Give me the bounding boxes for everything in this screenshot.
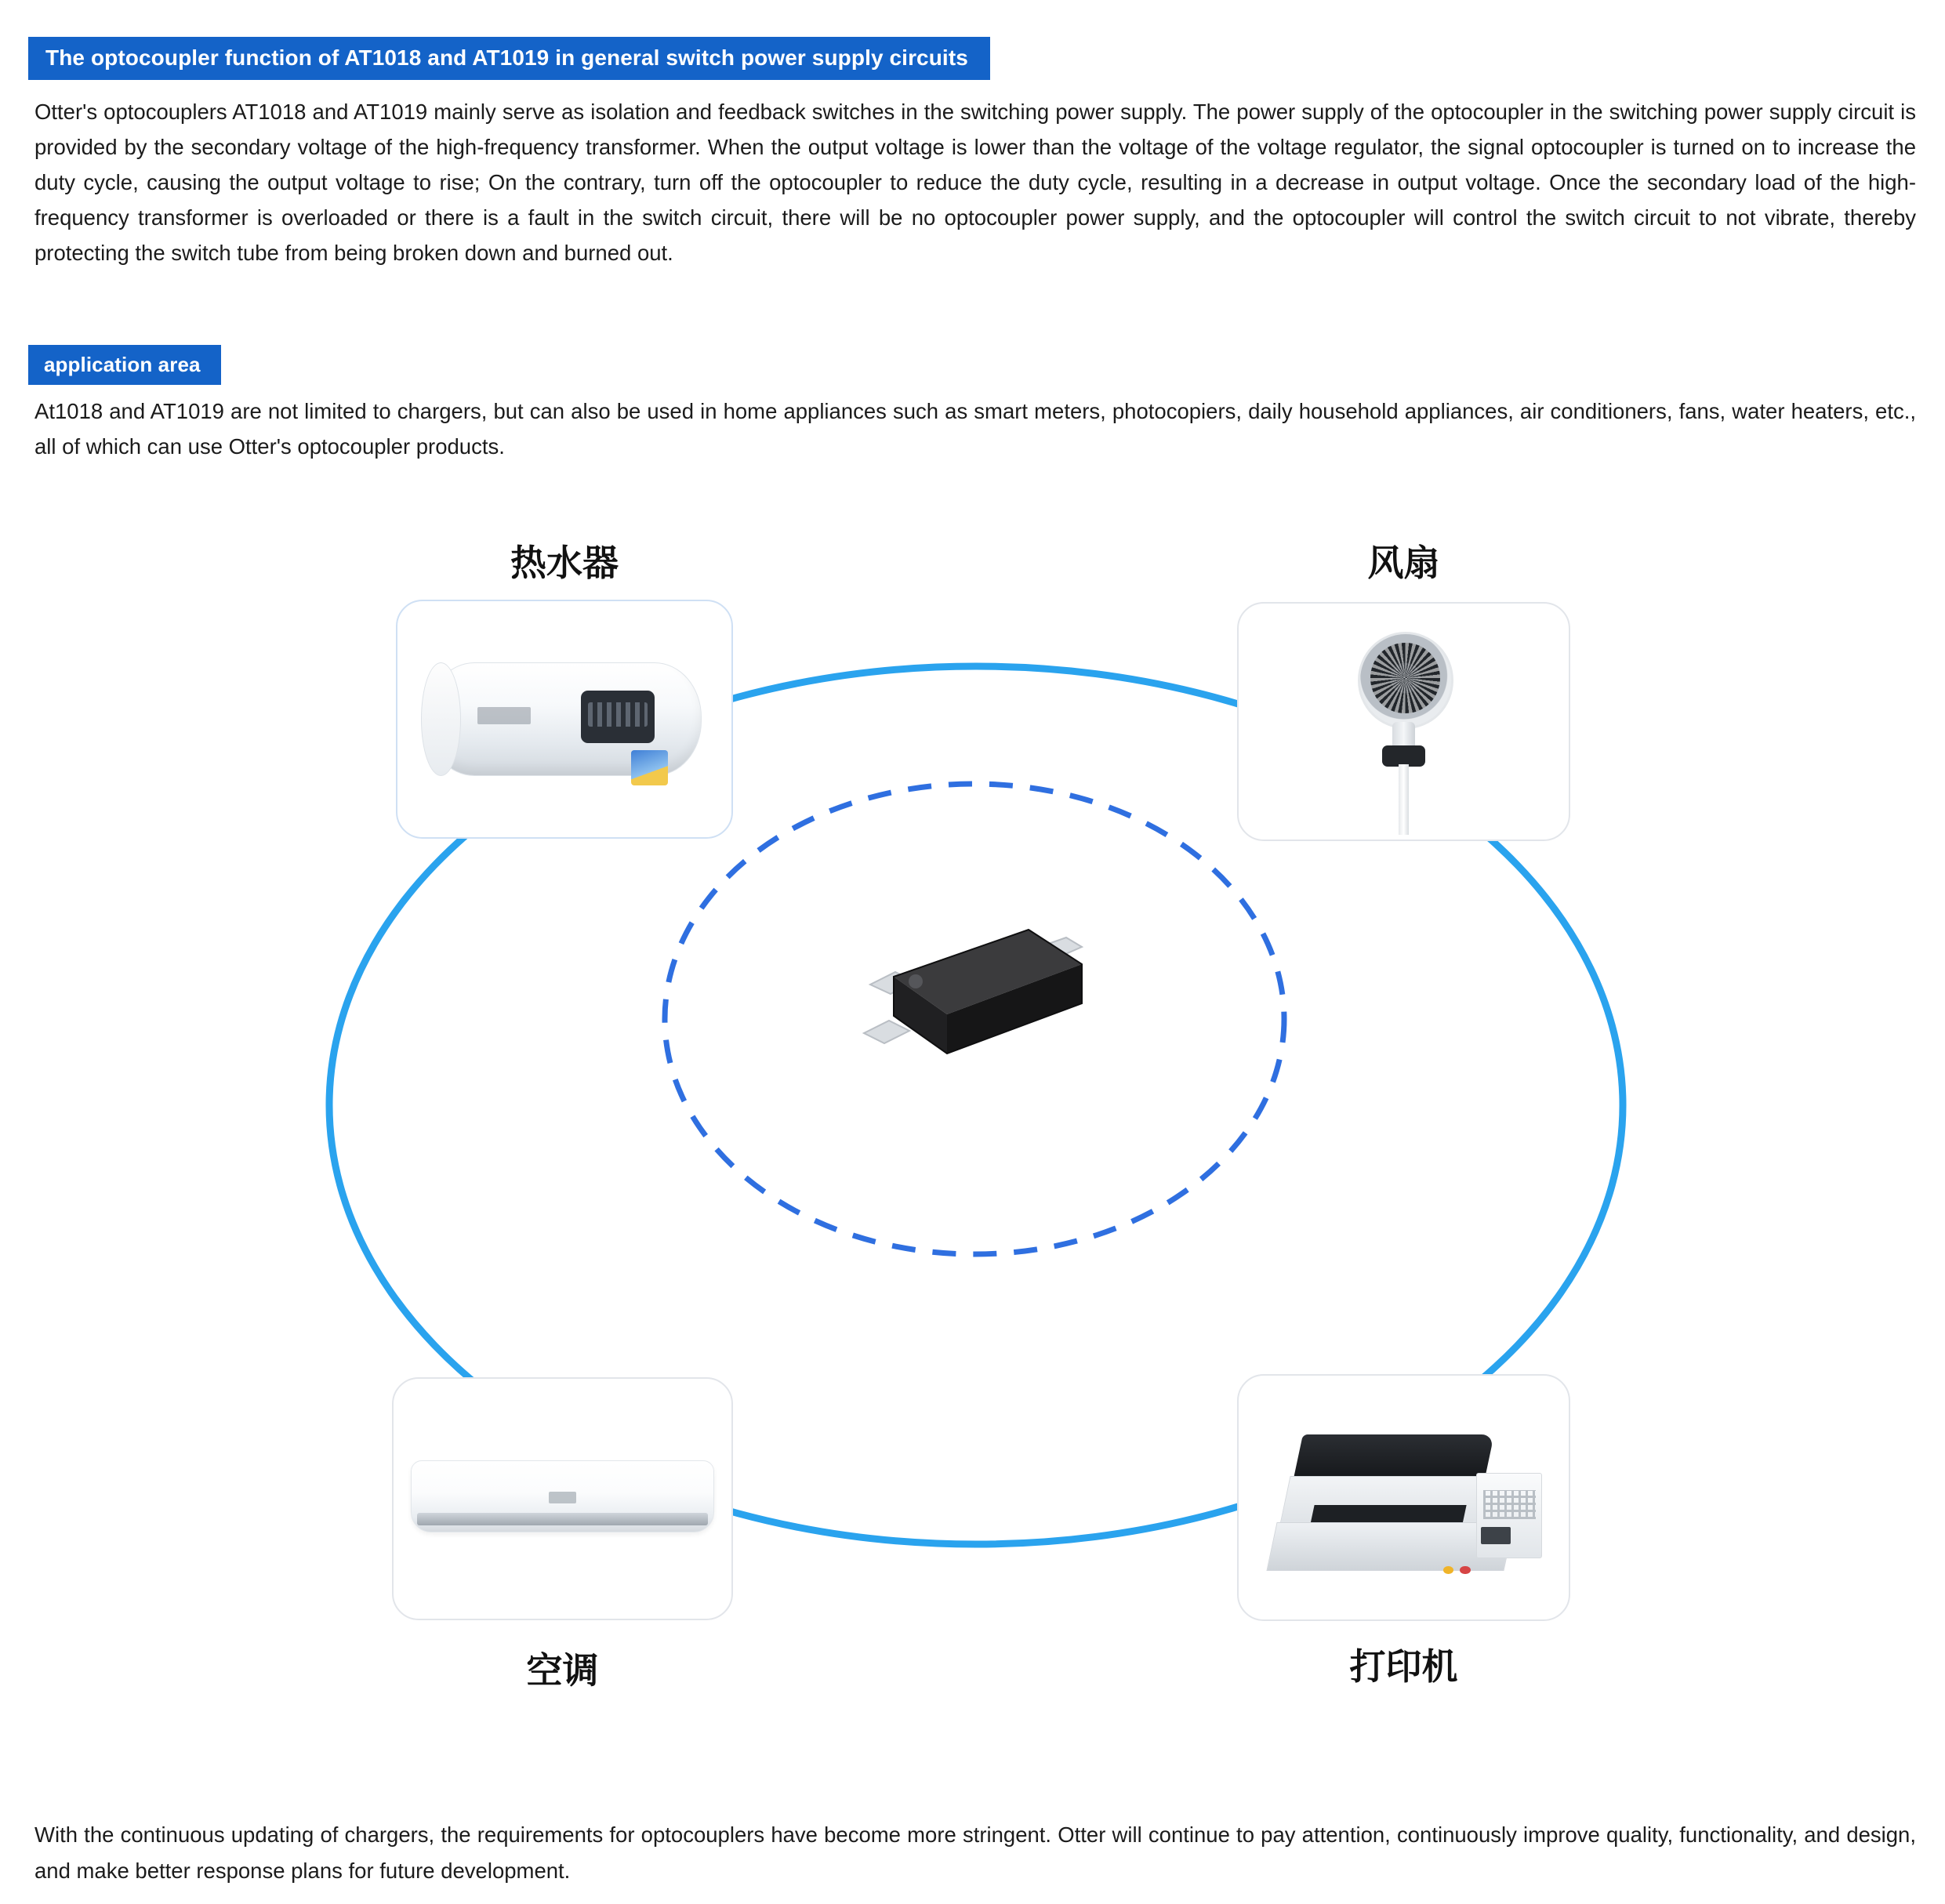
- device-label-fan: 风扇: [1367, 542, 1440, 584]
- device-card-air-conditioner: [392, 1377, 733, 1620]
- section-heading-application-area: application area: [28, 345, 221, 385]
- device-card-water-heater: [396, 600, 733, 839]
- device-label-air-conditioner: 空调: [526, 1649, 599, 1692]
- section-body-optocoupler-function: Otter's optocouplers AT1018 and AT1019 mainly serve as isolation and feedback switches in the switching power supply. The power supply of the optocoupler in the switching power supply circuit is provided by the secondary voltage of the high-frequency transformer. When the output voltage is lower than the voltage of the voltage regulator, the signal optocoupler is turned on to increase the duty cycle, causing the output voltage to rise; On the contrary, turn off the optocoupler to reduce the duty cycle, resulting in a decrease in output voltage. Once the secondary load of the high-frequency transformer is overloaded or there is a fault in the switch circuit, there will be no optocoupler power supply, and the optocoupler will control the switch circuit to not vibrate, thereby protecting the switch tube from being broken down and burned out.: [34, 100, 1916, 265]
- device-label-water-heater: 热水器: [510, 542, 619, 584]
- closing-paragraph: With the continuous updating of chargers, the requirements for optocouplers have become more stringent. Otter will continue to pay attention, continuously improve quality, functionality, and design, and make better response plans for future development.: [34, 1822, 1916, 1883]
- application-area-diagram: [0, 486, 1945, 1787]
- printer-icon: [1239, 1376, 1569, 1619]
- device-label-printer: 打印机: [1349, 1645, 1458, 1688]
- section-body-application-area: At1018 and AT1019 are not limited to chargers, but can also be used in home appliances such as smart meters, photocopiers, daily household appliances, air conditioners, fans, water heaters, etc., all of which can use Otter's optocoupler products.: [34, 399, 1916, 459]
- fan-icon: [1239, 604, 1569, 840]
- device-card-printer: [1237, 1374, 1570, 1621]
- section-heading-optocoupler-function: The optocoupler function of AT1018 and AT1019 in general switch power supply circuits: [28, 37, 990, 80]
- water-heater-icon: [397, 601, 731, 837]
- air-conditioner-icon: [394, 1379, 731, 1619]
- device-card-fan: [1237, 602, 1570, 841]
- diagram-connector-rings: [0, 486, 1945, 1787]
- optocoupler-chip: [847, 916, 1105, 1119]
